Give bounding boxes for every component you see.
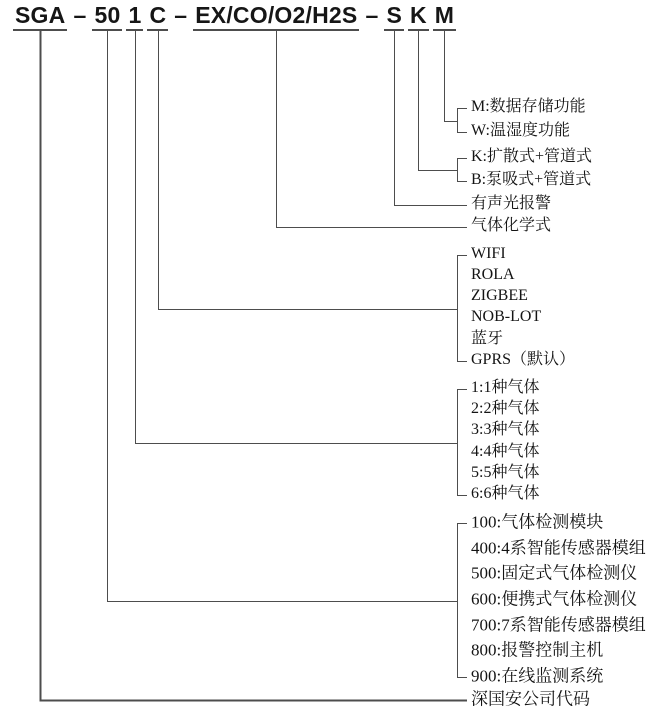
connector-sampling	[419, 31, 468, 182]
branch-label-series-0: 100:气体检测模块	[471, 512, 604, 532]
branch-label-series-1: 400:4系智能传感器模组	[471, 538, 646, 558]
connector-storage	[445, 31, 468, 133]
branch-label-gas-count-2: 3:3种气体	[471, 421, 540, 439]
model-code-separator: –	[365, 2, 379, 28]
model-code-segment-gas-formula: EX/CO/O2/H2S	[193, 2, 359, 31]
connector-alarm	[395, 31, 468, 206]
model-code-separator: –	[73, 2, 87, 28]
connector-communication	[159, 31, 468, 362]
branch-label-storage-0: M:数据存储功能	[471, 98, 586, 116]
branch-label-sampling-1: B:泵吸式+管道式	[471, 171, 592, 189]
branch-label-series-4: 700:7系智能传感器模组	[471, 615, 646, 635]
branch-label-communication-5: GPRS（默认）	[471, 351, 576, 369]
branch-label-communication-1: ROLA	[471, 266, 515, 284]
branch-label-series-2: 500:固定式气体检测仪	[471, 563, 638, 583]
branch-label-series-3: 600:便携式气体检测仪	[471, 589, 638, 609]
connector-company	[41, 31, 468, 701]
branch-label-communication-0: WIFI	[471, 245, 506, 263]
branch-label-series-5: 800:报警控制主机	[471, 640, 604, 660]
model-code-segment-series: 50	[92, 2, 122, 31]
branch-label-gas-formula-0: 气体化学式	[471, 217, 552, 235]
model-code-segment-company: SGA	[13, 2, 67, 31]
model-code-segment-storage: M	[433, 2, 456, 31]
model-code-segment-sampling: K	[408, 2, 429, 31]
branch-label-communication-2: ZIGBEE	[471, 287, 528, 305]
branch-label-sampling-0: K:扩散式+管道式	[471, 148, 593, 166]
branch-label-gas-count-3: 4:4种气体	[471, 443, 540, 461]
model-code-segment-alarm: S	[384, 2, 404, 31]
model-code-segment-gas-count: 1	[126, 2, 143, 31]
branch-label-gas-count-0: 1:1种气体	[471, 379, 540, 397]
branch-label-gas-count-1: 2:2种气体	[471, 400, 540, 418]
branch-label-gas-count-5: 6:6种气体	[471, 485, 540, 503]
branch-label-storage-1: W:温湿度功能	[471, 122, 570, 140]
connector-series	[108, 31, 468, 678]
connector-gas-formula	[277, 31, 468, 228]
branch-label-series-6: 900:在线监测系统	[471, 666, 604, 686]
branch-label-gas-count-4: 5:5种气体	[471, 464, 540, 482]
model-code-separator: –	[174, 2, 188, 28]
branch-label-company-0: 深国安公司代码	[471, 689, 590, 709]
branch-label-alarm-0: 有声光报警	[471, 195, 552, 213]
branch-label-communication-4: 蓝牙	[471, 330, 504, 348]
connector-gas-count	[136, 31, 468, 496]
branch-label-communication-3: NOB-LOT	[471, 308, 542, 326]
model-code-segment-communication: C	[147, 2, 168, 31]
